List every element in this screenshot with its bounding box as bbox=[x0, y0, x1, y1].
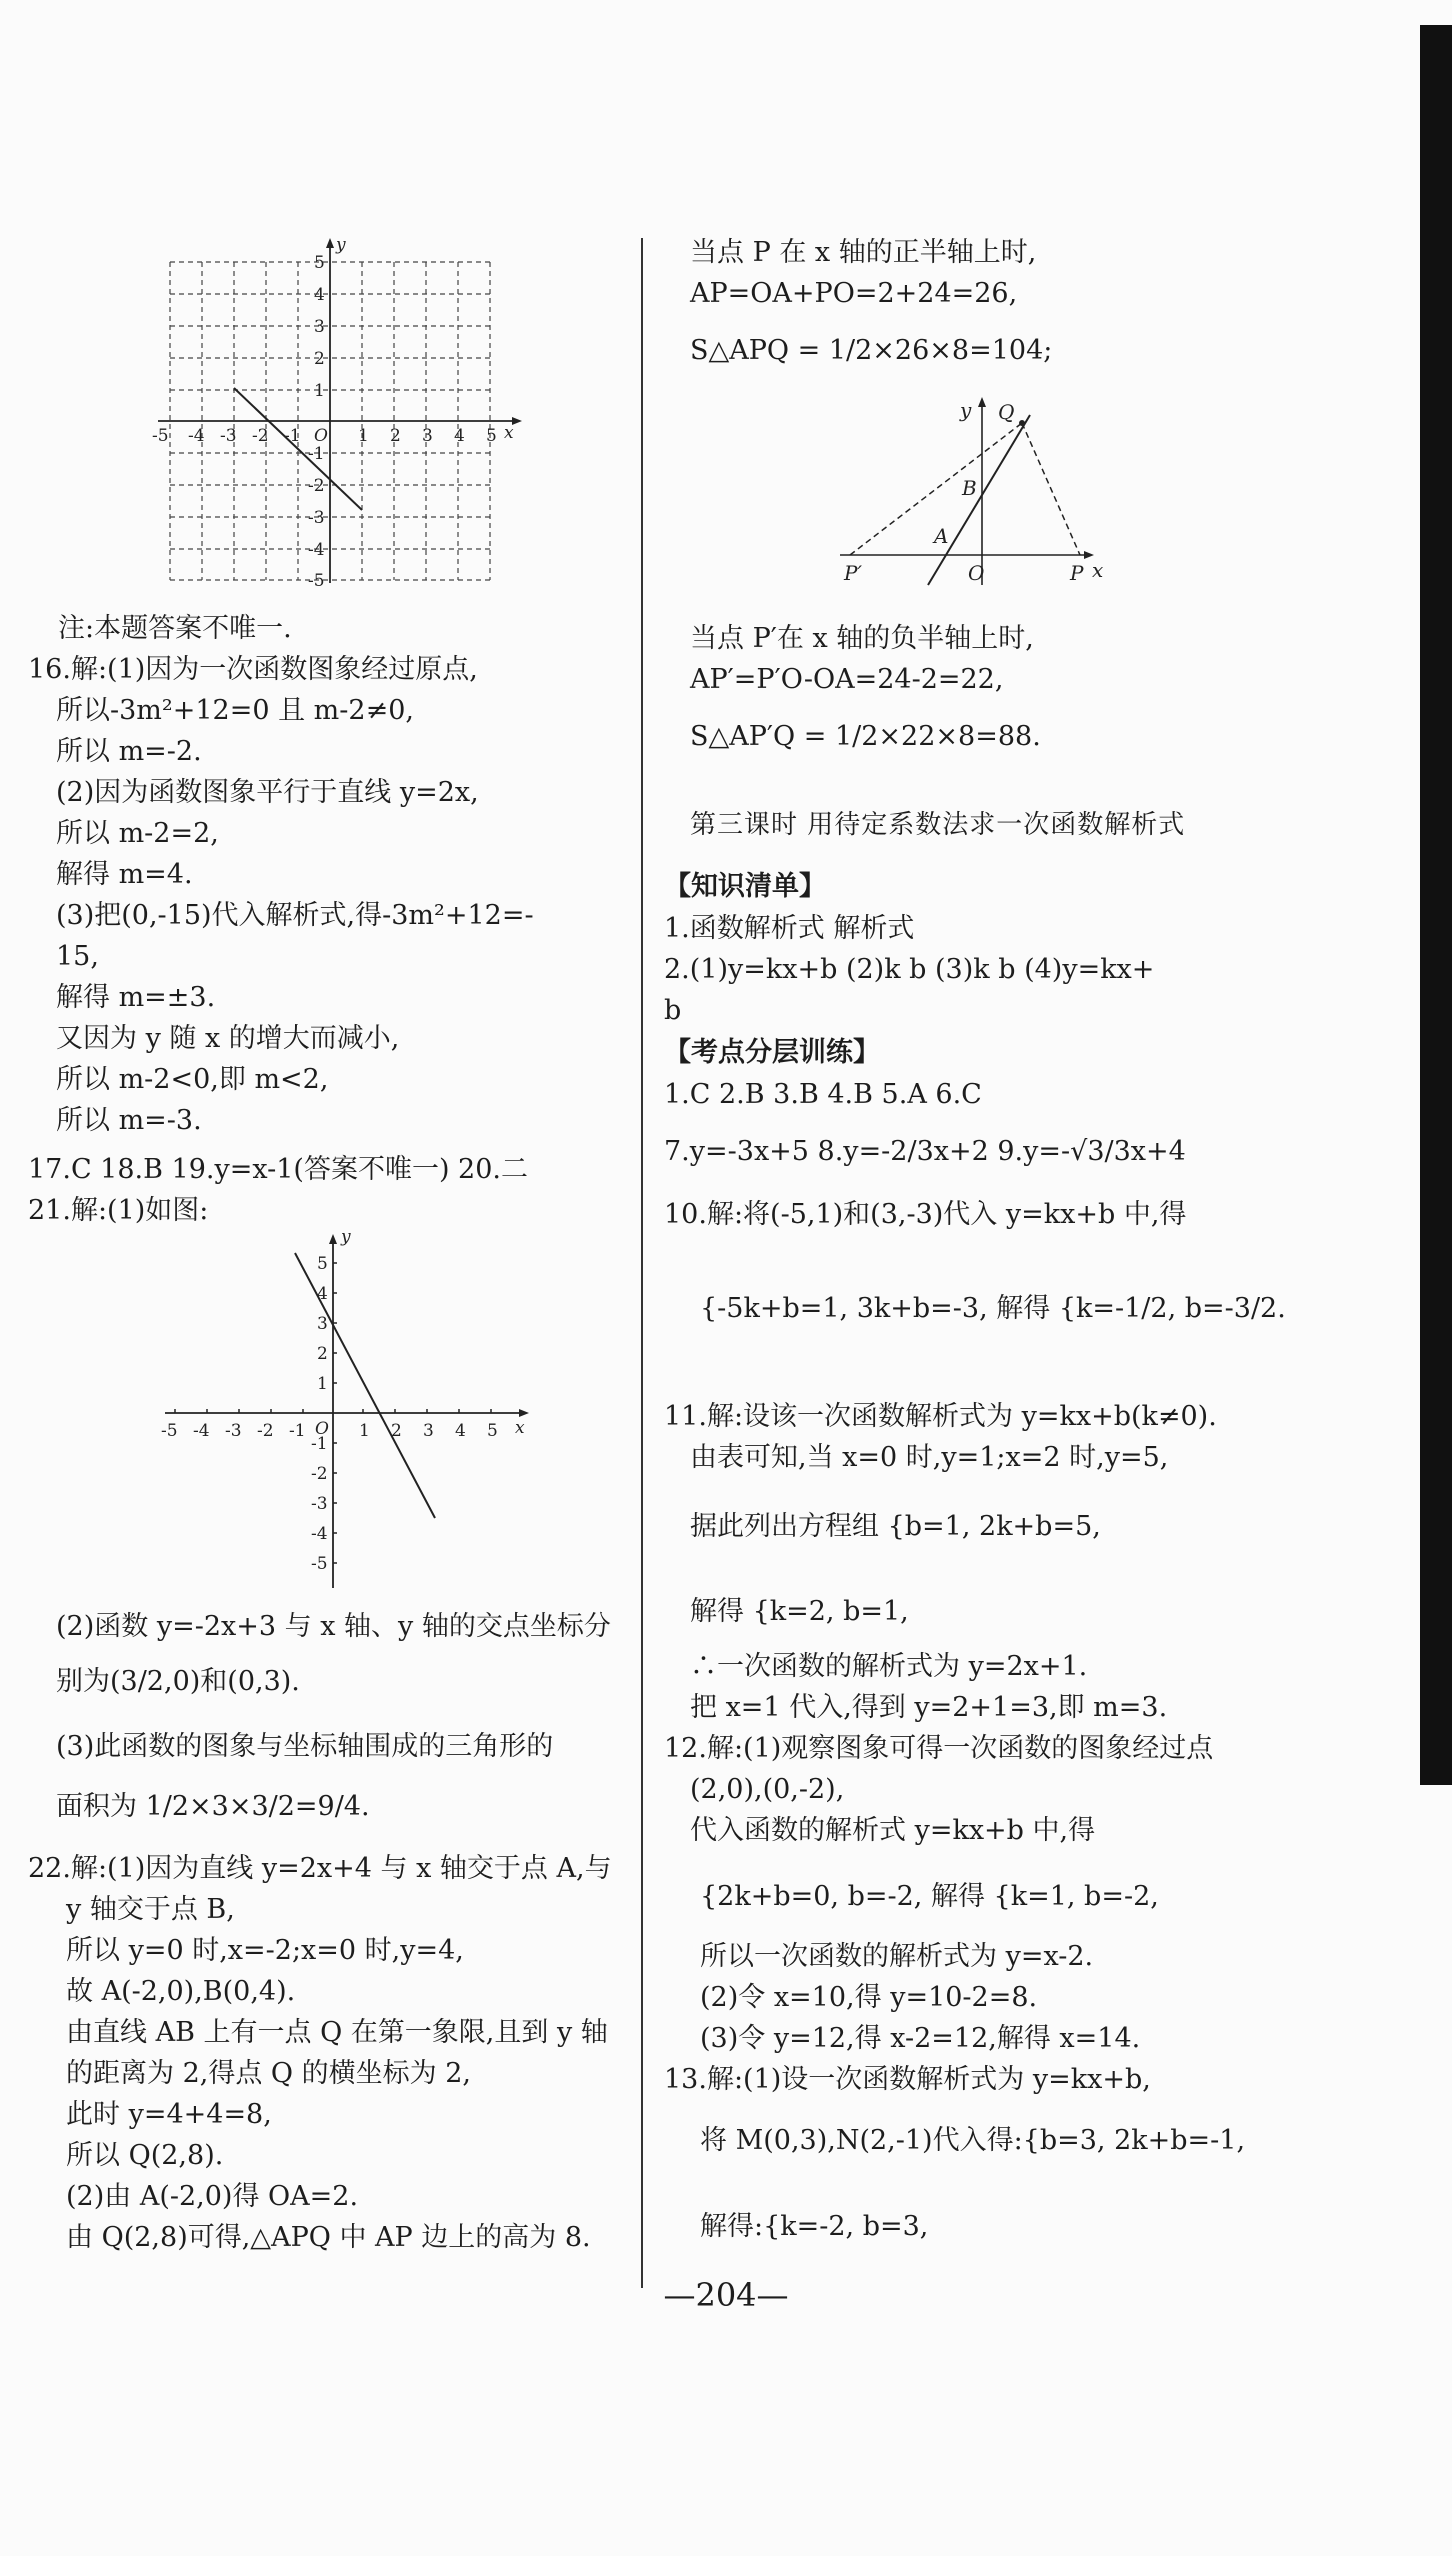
q16-line: 所以 m=-2. bbox=[56, 736, 202, 767]
x-tick: 3 bbox=[423, 1421, 434, 1441]
knowledge-line: 1.函数解析式 解析式 bbox=[664, 913, 915, 944]
section-heading-knowledge: 【知识清单】 bbox=[664, 871, 826, 902]
y-tick: -1 bbox=[311, 1434, 328, 1454]
q21-line: (2)函数 y=-2x+3 与 x 轴、y 轴的交点坐标分 bbox=[56, 1611, 611, 1642]
x-tick: 4 bbox=[454, 426, 465, 446]
y-tick: 5 bbox=[317, 1254, 328, 1274]
x-tick: -1 bbox=[289, 1421, 306, 1441]
q11-line: 11.解:设该一次函数解析式为 y=kx+b(k≠0). bbox=[664, 1401, 1217, 1432]
q22-line: 的距离为 2,得点 Q 的横坐标为 2, bbox=[66, 2058, 471, 2089]
q22-line: 此时 y=4+4=8, bbox=[66, 2099, 272, 2130]
point-q-label: Q bbox=[998, 400, 1015, 424]
x-tick: -3 bbox=[220, 426, 237, 446]
q21-line: 别为(3/2,0)和(0,3). bbox=[56, 1666, 300, 1697]
column-divider bbox=[641, 238, 643, 2288]
x-tick: -1 bbox=[284, 426, 301, 446]
x-axis-label: x bbox=[515, 1418, 525, 1438]
q21-line: 21.解:(1)如图: bbox=[28, 1195, 209, 1226]
y-tick: -5 bbox=[308, 571, 325, 591]
q16-line: 解得 m=4. bbox=[56, 859, 193, 890]
y-tick: 2 bbox=[317, 1344, 328, 1364]
x-tick: 5 bbox=[486, 426, 497, 446]
triangle-graph bbox=[830, 395, 1110, 590]
q12-line: 12.解:(1)观察图象可得一次函数的图象经过点 bbox=[664, 1733, 1214, 1764]
section-heading-practice: 【考点分层训练】 bbox=[664, 1037, 880, 1068]
point-b-label: B bbox=[962, 476, 977, 500]
q22-line: (2)由 A(-2,0)得 OA=2. bbox=[66, 2181, 359, 2212]
x-tick: 5 bbox=[487, 1421, 498, 1441]
q12-line: 代入函数的解析式 y=kx+b 中,得 bbox=[690, 1815, 1096, 1846]
q22-line: 所以 Q(2,8). bbox=[66, 2140, 224, 2171]
q11-line: 把 x=1 代入,得到 y=2+1=3,即 m=3. bbox=[690, 1692, 1168, 1723]
x-tick: -5 bbox=[152, 426, 169, 446]
q16-line: 解得 m=±3. bbox=[56, 982, 216, 1013]
lesson-title: 第三课时 用待定系数法求一次函数解析式 bbox=[690, 810, 1186, 840]
x-tick: 1 bbox=[358, 426, 369, 446]
q16-line: (3)把(0,-15)代入解析式,得-3m²+12=- bbox=[56, 900, 534, 931]
q22-right-line: AP′=P′O-OA=24-2=22, bbox=[690, 664, 1004, 695]
q21-line: 面积为 1/2×3×3/2=9/4. bbox=[56, 1791, 370, 1822]
q22-line: y 轴交于点 B, bbox=[66, 1894, 235, 1925]
q10-line: {-5k+b=1, 3k+b=-3, 解得 {k=-1/2, b=-3/2. bbox=[700, 1293, 1286, 1324]
q21-line: (3)此函数的图象与坐标轴围成的三角形的 bbox=[56, 1731, 554, 1762]
point-a-label: A bbox=[934, 524, 949, 548]
q22-right-line: S△AP′Q = 1/2×22×8=88. bbox=[690, 721, 1041, 752]
y-tick: -4 bbox=[311, 1524, 328, 1544]
y-tick: 1 bbox=[317, 1374, 328, 1394]
q12-line: {2k+b=0, b=-2, 解得 {k=1, b=-2, bbox=[700, 1881, 1159, 1912]
q16-line: 16.解:(1)因为一次函数图象经过原点, bbox=[28, 654, 478, 685]
q11-line: 由表可知,当 x=0 时,y=1;x=2 时,y=5, bbox=[690, 1442, 1169, 1473]
q16-line: 所以-3m²+12=0 且 m-2≠0, bbox=[56, 695, 414, 726]
x-tick: -4 bbox=[188, 426, 205, 446]
x-tick: -5 bbox=[161, 1421, 178, 1441]
grid-graph bbox=[150, 238, 530, 593]
x-axis-label: x bbox=[504, 423, 514, 443]
y-tick: 3 bbox=[317, 1314, 328, 1334]
y-axis-label: y bbox=[336, 238, 346, 255]
q13-line: 13.解:(1)设一次函数解析式为 y=kx+b, bbox=[664, 2064, 1151, 2095]
q16-line: 15, bbox=[56, 941, 99, 972]
y-tick: -3 bbox=[311, 1494, 328, 1514]
q11-line: 解得 {k=2, b=1, bbox=[690, 1596, 909, 1627]
q22-right-line: AP=OA+PO=2+24=26, bbox=[690, 278, 1018, 309]
x-tick: 1 bbox=[359, 1421, 370, 1441]
q16-line: (2)因为函数图象平行于直线 y=2x, bbox=[56, 777, 479, 808]
knowledge-line: b bbox=[664, 995, 682, 1026]
q12-line: (2)令 x=10,得 y=10-2=8. bbox=[700, 1982, 1038, 2013]
y-tick: 1 bbox=[314, 381, 325, 401]
x-tick: -3 bbox=[225, 1421, 242, 1441]
x-axis-label: x bbox=[1092, 558, 1104, 582]
q22-right-line: S△APQ = 1/2×26×8=104; bbox=[690, 335, 1053, 366]
q10-line: 10.解:将(-5,1)和(3,-3)代入 y=kx+b 中,得 bbox=[664, 1199, 1187, 1230]
q13-line: 将 M(0,3),N(2,-1)代入得:{b=3, 2k+b=-1, bbox=[700, 2125, 1246, 2156]
q22-line: 所以 y=0 时,x=-2;x=0 时,y=4, bbox=[66, 1935, 464, 1966]
q12-line: (2,0),(0,-2), bbox=[690, 1774, 845, 1805]
answers-1-6: 1.C 2.B 3.B 4.B 5.A 6.C bbox=[664, 1079, 982, 1110]
q12-line: (3)令 y=12,得 x-2=12,解得 x=14. bbox=[700, 2023, 1141, 2054]
line-graph bbox=[155, 1228, 535, 1603]
note-text: 注:本题答案不唯一. bbox=[58, 613, 292, 644]
x-tick: 2 bbox=[390, 426, 401, 446]
y-tick: 5 bbox=[314, 253, 325, 273]
y-tick: 4 bbox=[317, 1284, 328, 1304]
y-tick: -4 bbox=[308, 540, 325, 560]
y-tick: -2 bbox=[308, 476, 325, 496]
q22-line: 由直线 AB 上有一点 Q 在第一象限,且到 y 轴 bbox=[66, 2017, 608, 2048]
y-tick: -2 bbox=[311, 1464, 328, 1484]
x-tick: 4 bbox=[455, 1421, 466, 1441]
q22-line: 故 A(-2,0),B(0,4). bbox=[66, 1976, 296, 2007]
x-tick: -2 bbox=[252, 426, 269, 446]
x-tick: -2 bbox=[257, 1421, 274, 1441]
q16-line: 所以 m=-3. bbox=[56, 1105, 202, 1136]
answers-7-9: 7.y=-3x+5 8.y=-2/3x+2 9.y=-√3/3x+4 bbox=[664, 1136, 1186, 1167]
y-tick: -3 bbox=[308, 508, 325, 528]
q11-line: ∴一次函数的解析式为 y=2x+1. bbox=[690, 1651, 1088, 1682]
q16-line: 所以 m-2<0,即 m<2, bbox=[56, 1064, 329, 1095]
point-p-prime-label: P′ bbox=[844, 561, 862, 585]
q12-line: 所以一次函数的解析式为 y=x-2. bbox=[700, 1941, 1094, 1972]
origin-label: O bbox=[315, 1419, 329, 1439]
answers-17-20: 17.C 18.B 19.y=x-1(答案不唯一) 20.二 bbox=[28, 1154, 529, 1185]
q22-line: 由 Q(2,8)可得,△APQ 中 AP 边上的高为 8. bbox=[66, 2222, 591, 2253]
y-tick: 3 bbox=[314, 317, 325, 337]
q16-line: 又因为 y 随 x 的增大而减小, bbox=[56, 1023, 400, 1054]
q13-line: 解得:{k=-2, b=3, bbox=[700, 2211, 929, 2242]
knowledge-line: 2.(1)y=kx+b (2)k b (3)k b (4)y=kx+ bbox=[664, 954, 1155, 985]
y-axis-label: y bbox=[960, 398, 972, 422]
q16-line: 所以 m-2=2, bbox=[56, 818, 219, 849]
q22-right-line: 当点 P′在 x 轴的负半轴上时, bbox=[690, 623, 1034, 654]
origin-label: O bbox=[314, 426, 328, 446]
y-tick: 4 bbox=[314, 285, 325, 305]
origin-label: O bbox=[968, 561, 985, 585]
page-number: —204— bbox=[663, 2276, 789, 2314]
y-tick: -5 bbox=[311, 1554, 328, 1574]
x-tick: 2 bbox=[391, 1421, 402, 1441]
y-tick: 2 bbox=[314, 349, 325, 369]
y-tick: -1 bbox=[308, 444, 325, 464]
point-p-label: P bbox=[1070, 561, 1084, 585]
q11-line: 据此列出方程组 {b=1, 2k+b=5, bbox=[690, 1511, 1101, 1542]
x-tick: -4 bbox=[193, 1421, 210, 1441]
x-tick: 3 bbox=[422, 426, 433, 446]
y-axis-label: y bbox=[341, 1228, 351, 1247]
page-edge-shadow bbox=[1420, 25, 1452, 1785]
q22-line: 22.解:(1)因为直线 y=2x+4 与 x 轴交于点 A,与 bbox=[28, 1853, 612, 1884]
q22-right-line: 当点 P 在 x 轴的正半轴上时, bbox=[690, 237, 1037, 268]
